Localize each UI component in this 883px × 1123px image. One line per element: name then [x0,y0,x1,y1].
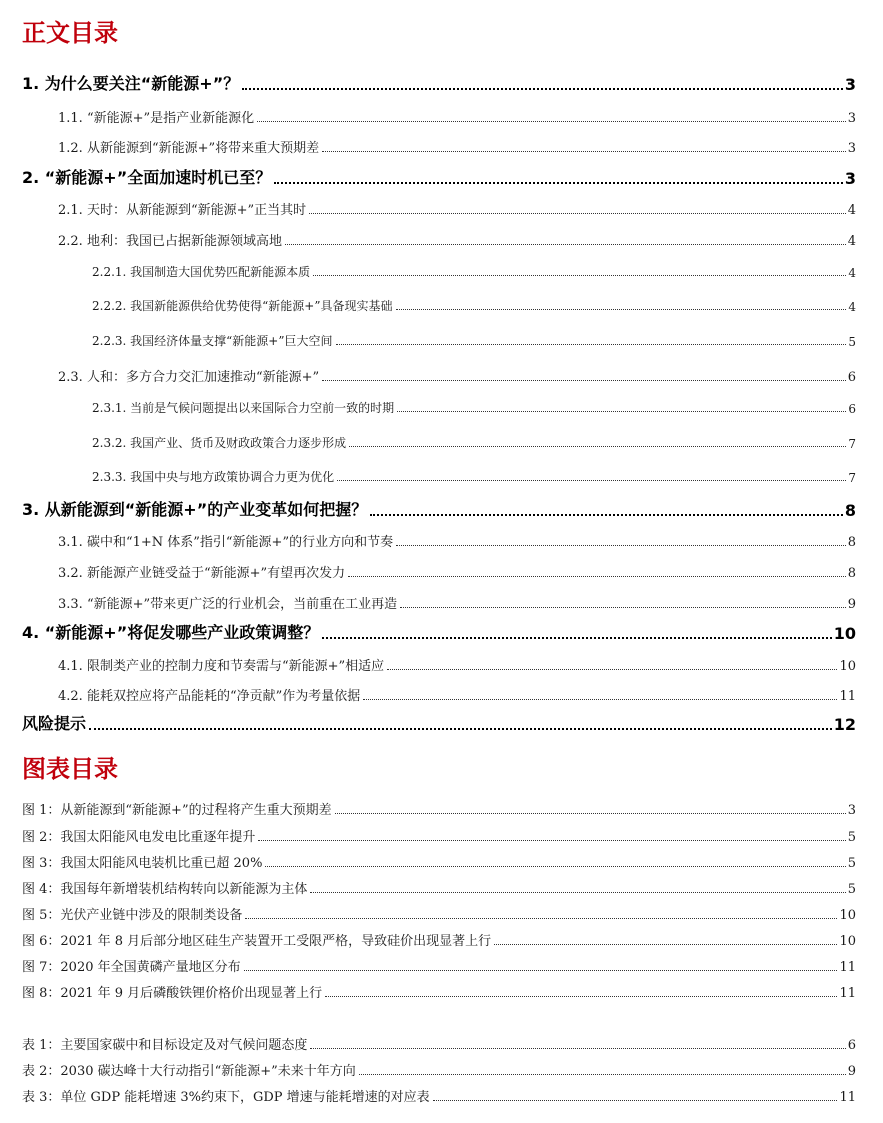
leader-dots [313,274,846,276]
leader-dots [322,150,846,152]
table-entry[interactable] [22,1059,856,1079]
toc-entry[interactable] [92,329,856,349]
figure-entry-page: 11 [839,986,856,1001]
figure-entry-text: 图 3：我国太阳能风电装机比重已超 20% [22,856,263,871]
leader-dots [359,1073,846,1075]
figure-entry-text: 图 1：从新能源到“新能源+”的过程将产生重大预期差 [22,803,332,818]
toc-title: 正文目录 [22,19,118,47]
toc-entry[interactable] [58,592,856,612]
table-entry-page: 9 [847,1064,856,1079]
toc-entry-text: 3.3. “新能源+”带来更广泛的行业机会，当前重在工业再造 [58,597,398,612]
leader-dots [285,243,846,245]
leader-dots [310,1047,845,1049]
toc-entry-page: 8 [844,501,856,520]
toc-entry[interactable] [58,654,856,674]
toc-entry-page: 3 [847,111,856,126]
toc-entry-page: 10 [839,659,856,674]
table-entry-text: 表 3：单位 GDP 能耗增速 3%约束下，GDP 增速与能耗增速的对应表 [22,1090,430,1105]
figure-entry-text: 图 8：2021 年 9 月后磷酸铁锂价格价出现显著上行 [22,986,323,1001]
leader-dots [257,120,846,122]
toc-entry-text: 2.2.1. 我国制造大国优势匹配新能源本质 [92,265,311,279]
toc-entry-page: 4 [848,266,856,280]
toc-entry-page: 9 [847,597,856,612]
toc-entry-text: 3.1. 碳中和“1+N 体系”指引“新能源+”的行业方向和节奏 [58,535,394,550]
figures-title: 图表目录 [22,755,118,783]
toc-entry-text: 2.2. 地利：我国已占据新能源领域高地 [58,234,282,249]
leader-dots [274,181,843,184]
figure-entry-text: 图 2：我国太阳能风电发电比重逐年提升 [22,830,256,845]
figure-entry-text: 图 5：光伏产业链中涉及的限制类设备 [22,908,243,923]
toc-entry[interactable] [22,74,856,94]
leader-dots [348,575,846,577]
toc-entry-page: 3 [844,75,856,94]
leader-dots [309,212,846,214]
table-entry-text: 表 2：2030 碳达峰十大行动指引“新能源+”未来十年方向 [22,1064,356,1079]
toc-entry-text: 1.2. 从新能源到“新能源+”将带来重大预期差 [58,141,320,156]
leader-dots [89,727,832,730]
toc-entry[interactable] [58,136,856,156]
toc-entry-text: 2.2.3. 我国经济体量支撑“新能源+”巨大空间 [92,334,333,348]
leader-dots [349,445,846,447]
toc-entry-text: 4. “新能源+”将促发哪些产业政策调整？ [22,623,320,642]
toc-entry[interactable] [92,260,856,280]
leader-dots [258,839,845,841]
toc-entry-page: 7 [848,471,856,485]
leader-dots [242,87,843,90]
toc-entry-page: 10 [833,624,856,643]
toc-entry-page: 6 [847,370,856,385]
toc-entry-page: 4 [848,300,856,314]
leader-dots [370,513,843,516]
toc-entry[interactable] [58,106,856,126]
figure-entry[interactable] [22,825,856,845]
toc-entry-text: 1. 为什么要关注“新能源+”？ [22,74,240,93]
leader-dots [335,812,846,814]
leader-dots [400,606,846,608]
figure-entry-page: 5 [847,882,856,897]
leader-dots [433,1099,838,1101]
figure-entry-page: 11 [839,960,856,975]
toc-entry-page: 5 [848,335,856,349]
leader-dots [322,636,832,639]
toc-entry-page: 7 [848,437,856,451]
leader-dots [310,891,845,893]
toc-entry[interactable] [22,623,856,643]
leader-dots [325,995,837,997]
table-entry-text: 表 1：主要国家碳中和目标设定及对气候问题态度 [22,1038,308,1053]
leader-dots [322,379,846,381]
toc-entry[interactable] [58,684,856,704]
toc-entry[interactable] [22,168,856,188]
leader-dots [265,865,845,867]
figure-entry-page: 5 [847,830,856,845]
toc-entry-text: 2.2.2. 我国新能源供给优势使得“新能源+”具备现实基础 [92,299,393,313]
leader-dots [494,943,837,945]
toc-entry[interactable] [58,561,856,581]
figure-entry[interactable] [22,851,856,871]
figure-entry-text: 图 7：2020 年全国黄磷产量地区分布 [22,960,241,975]
toc-entry-text: 2. “新能源+”全面加速时机已至？ [22,168,272,187]
figure-entry-page: 3 [847,803,856,818]
figure-entry-text: 图 6：2021 年 8 月后部分地区硅生产装置开工受限严格，导致硅价出现显著上行 [22,934,492,949]
figure-entry-text: 图 4：我国每年新增装机结构转向以新能源为主体 [22,882,308,897]
toc-entry-page: 8 [847,535,856,550]
toc-entry-text: 4.1. 限制类产业的控制力度和节奏需与“新能源+”相适应 [58,659,385,674]
toc-entry[interactable] [58,198,856,218]
figure-entry[interactable] [22,955,856,975]
toc-entry-text: 2.3.1. 当前是气候问题提出以来国际合力空前一致的时期 [92,401,395,415]
toc-entry[interactable] [22,714,856,734]
leader-dots [336,343,847,345]
leader-dots [363,698,837,700]
toc-entry[interactable] [92,294,856,314]
toc-entry[interactable] [92,465,856,485]
toc-entry-page: 3 [847,141,856,156]
figure-entry-page: 10 [839,934,856,949]
figure-entry[interactable] [22,981,856,1001]
table-entry-page: 6 [847,1038,856,1053]
toc-entry-text: 3.2. 新能源产业链受益于“新能源+”有望再次发力 [58,566,346,581]
toc-entry[interactable] [92,396,856,416]
figure-entry[interactable] [22,929,856,949]
table-entry[interactable] [22,1033,856,1053]
toc-entry[interactable] [58,365,856,385]
leader-dots [397,410,846,412]
toc-entry-page: 3 [844,169,856,188]
toc-entry-text: 风险提示 [22,714,87,733]
toc-entry-page: 4 [847,234,856,249]
toc-entry-page: 12 [833,715,856,734]
toc-entry-page: 8 [847,566,856,581]
toc-entry-text: 3. 从新能源到“新能源+”的产业变革如何把握？ [22,500,368,519]
figure-entry[interactable] [22,903,856,923]
toc-entry[interactable] [58,530,856,550]
toc-entry-page: 4 [847,203,856,218]
figure-entry[interactable] [22,877,856,897]
leader-dots [396,308,847,310]
toc-entry-page: 6 [848,402,856,416]
toc-entry-text: 1.1. “新能源+”是指产业新能源化 [58,111,255,126]
figure-entry-page: 10 [839,908,856,923]
toc-entry[interactable] [92,431,856,451]
toc-entry[interactable] [58,229,856,249]
leader-dots [245,917,837,919]
table-entry-page: 11 [839,1090,856,1105]
toc-entry[interactable] [22,500,856,520]
leader-dots [396,544,846,546]
toc-entry-text: 2.3.2. 我国产业、货币及财政政策合力逐步形成 [92,436,347,450]
leader-dots [337,479,846,481]
figure-entry[interactable] [22,798,856,818]
figure-entry-page: 5 [847,856,856,871]
toc-entry-text: 2.3. 人和：多方合力交汇加速推动“新能源+” [58,370,320,385]
table-entry[interactable] [22,1085,856,1105]
leader-dots [387,668,837,670]
leader-dots [244,969,838,971]
toc-entry-text: 2.3.3. 我国中央与地方政策协调合力更为优化 [92,470,335,484]
toc-entry-text: 2.1. 天时：从新能源到“新能源+”正当其时 [58,203,307,218]
toc-entry-page: 11 [839,689,856,704]
toc-entry-text: 4.2. 能耗双控应将产品能耗的“净贡献”作为考量依据 [58,689,361,704]
